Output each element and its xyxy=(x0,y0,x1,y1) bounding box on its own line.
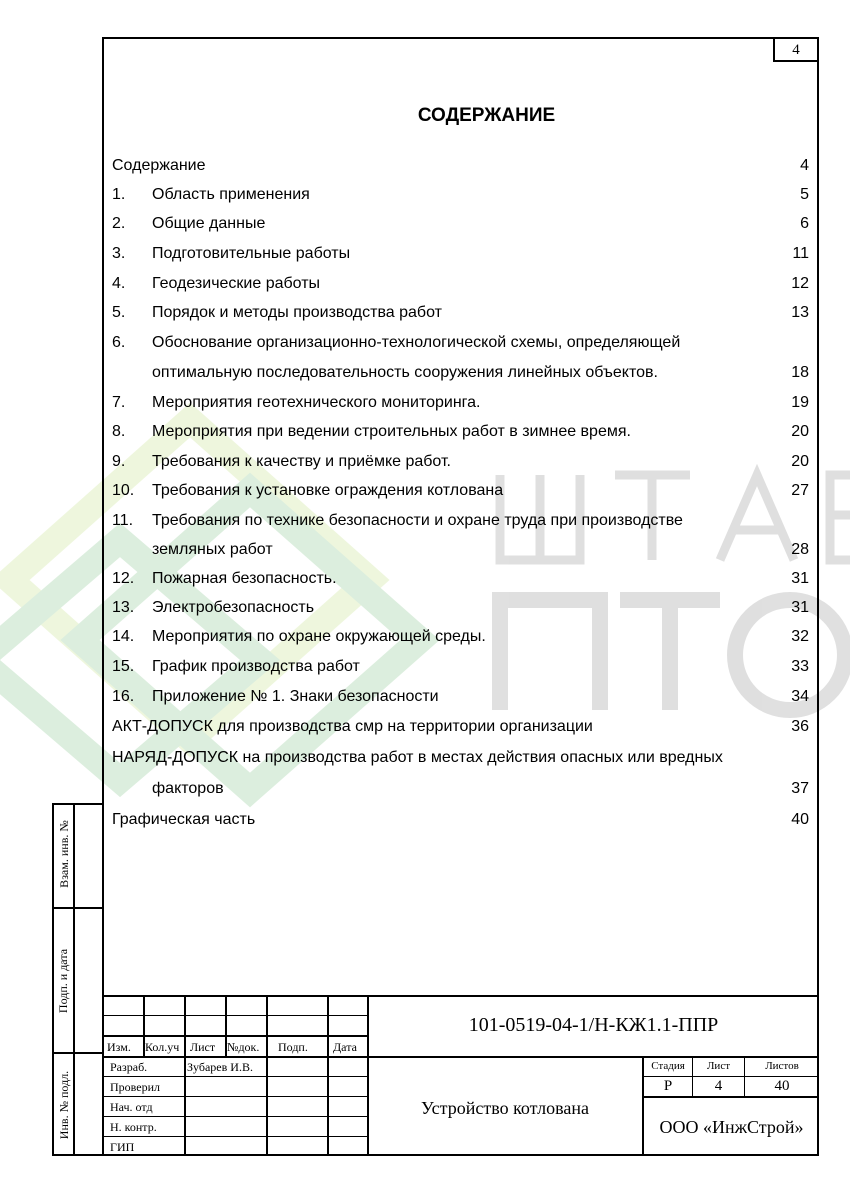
page-number: 4 xyxy=(773,37,819,62)
toc-page: 11 xyxy=(792,245,809,262)
toc-entry[interactable] xyxy=(112,541,809,561)
toc-page: 20 xyxy=(791,453,809,470)
toc-title: НАРЯД-ДОПУСК на производства работ в местах действия опасных или вредных xyxy=(112,749,723,766)
toc-page: 27 xyxy=(791,482,809,499)
toc-page: 36 xyxy=(791,718,809,735)
toc-title: Требования по технике безопасности и охране труда при производстве xyxy=(152,512,683,529)
toc-entry[interactable] xyxy=(112,394,809,414)
role-nach-otd: Нач. отд xyxy=(110,1100,153,1114)
toc-number: 15. xyxy=(112,658,135,675)
toc-entry[interactable] xyxy=(112,364,809,384)
toc-number: 6. xyxy=(112,334,126,351)
toc-page: 40 xyxy=(791,811,809,828)
toc-title: Подготовительные работы xyxy=(152,245,351,262)
toc-title: Порядок и методы производства работ xyxy=(152,304,442,321)
toc-page: 19 xyxy=(791,394,809,411)
toc-entry[interactable] xyxy=(112,780,809,800)
toc-entry[interactable] xyxy=(112,628,809,648)
toc-entry[interactable] xyxy=(112,304,809,324)
toc-title: факторов xyxy=(152,780,224,797)
toc-page: 33 xyxy=(791,658,809,675)
toc-entry[interactable] xyxy=(112,512,809,532)
toc-number: 12. xyxy=(112,570,135,587)
toc-page: 31 xyxy=(791,570,809,587)
role-gip: ГИП xyxy=(110,1140,135,1154)
toc-number: 11. xyxy=(112,512,134,529)
document-code: 101-0519-04-1/Н-КЖ1.1-ППР xyxy=(468,1014,719,1036)
toc-title: График производства работ xyxy=(152,658,360,675)
toc-entry[interactable] xyxy=(112,453,809,473)
role-razrab: Разраб. xyxy=(110,1060,148,1074)
toc-page: 34 xyxy=(791,688,809,705)
toc-number: 8. xyxy=(112,423,126,440)
toc-page: 4 xyxy=(800,157,809,174)
toc-title: Требования к установке ограждения котлована xyxy=(152,482,504,499)
toc-page: 28 xyxy=(791,541,809,558)
toc-title: Пожарная безопасность. xyxy=(152,570,337,587)
toc-page: 5 xyxy=(800,186,809,203)
toc-entry[interactable] xyxy=(112,482,809,502)
toc-entry[interactable] xyxy=(112,688,809,708)
toc-entry[interactable] xyxy=(112,718,809,738)
toc-entry[interactable] xyxy=(112,245,809,265)
toc-page: 31 xyxy=(791,599,809,616)
toc-number: 3. xyxy=(112,245,126,262)
sheets-label: Листов xyxy=(765,1060,799,1072)
toc-title: Графическая часть xyxy=(112,811,256,828)
toc-page: 13 xyxy=(791,304,809,321)
toc-entry[interactable] xyxy=(112,423,809,443)
header-ndok: №док. xyxy=(227,1040,260,1054)
toc-number: 14. xyxy=(112,628,135,645)
toc-entry[interactable] xyxy=(112,215,809,235)
toc-entry[interactable] xyxy=(112,570,809,590)
toc-page: 20 xyxy=(791,423,809,440)
toc-title: Приложение № 1. Знаки безопасности xyxy=(152,688,439,705)
toc-entry[interactable] xyxy=(112,811,809,831)
side-podp-label: Подп. и дата xyxy=(56,948,70,1014)
toc-number: 13. xyxy=(112,599,135,616)
role-proveril: Проверил xyxy=(110,1080,160,1094)
toc-title: АКТ-ДОПУСК для производства смр на территории организации xyxy=(112,718,593,735)
toc-title: Мероприятия при ведении строительных работ в зимнее время. xyxy=(152,423,631,440)
toc-title: Мероприятия по охране окружающей среды. xyxy=(152,628,486,645)
toc-title: Общие данные xyxy=(152,215,266,232)
side-vzam-label: Взам. инв. № xyxy=(57,820,71,888)
sheet-value: 4 xyxy=(714,1078,723,1094)
toc-title: Мероприятия геотехнического мониторинга. xyxy=(152,394,481,411)
role-n-kontr: Н. контр. xyxy=(110,1120,157,1134)
header-podp: Подп. xyxy=(278,1040,308,1054)
stage-value: Р xyxy=(663,1078,673,1094)
toc-page: 6 xyxy=(800,215,809,232)
header-list: Лист xyxy=(190,1040,216,1054)
organization: ООО «ИнжСтрой» xyxy=(659,1117,804,1137)
header-izm: Изм. xyxy=(107,1040,131,1054)
header-data: Дата xyxy=(333,1040,357,1054)
toc-title: Требования к качеству и приёмке работ. xyxy=(152,453,451,470)
toc-number: 2. xyxy=(112,215,126,232)
toc-number: 9. xyxy=(112,453,126,470)
toc-page: 12 xyxy=(791,275,809,292)
toc-entry[interactable] xyxy=(112,186,809,206)
toc-title: Обоснование организационно-технологической схемы, определяющей xyxy=(152,334,681,351)
toc-page: 37 xyxy=(791,780,809,797)
toc-entry[interactable] xyxy=(112,749,809,769)
toc-entry[interactable] xyxy=(112,157,809,177)
toc-title: Электробезопасность xyxy=(152,599,315,616)
toc-title: оптимальную последовательность сооружения линейных объектов. xyxy=(152,364,658,381)
page-title: СОДЕРЖАНИЕ xyxy=(417,105,556,126)
document-title: Устройство котлована xyxy=(421,1098,589,1118)
toc-number: 4. xyxy=(112,275,126,292)
side-inv-label: Инв. № подл. xyxy=(57,1070,71,1140)
toc-title: Геодезические работы xyxy=(152,275,321,292)
toc-title: Область применения xyxy=(152,186,310,203)
toc-entry[interactable] xyxy=(112,658,809,678)
sheets-value: 40 xyxy=(774,1078,790,1094)
toc-number: 7. xyxy=(112,394,126,411)
toc-number: 1. xyxy=(112,186,126,203)
toc-title: земляных работ xyxy=(152,541,273,558)
toc-entry[interactable] xyxy=(112,334,809,354)
sheet-label: Лист xyxy=(706,1060,731,1072)
toc-page: 18 xyxy=(791,364,809,381)
header-kol: Кол.уч xyxy=(145,1040,180,1054)
toc-number: 10. xyxy=(112,482,135,499)
toc-number: 16. xyxy=(112,688,135,705)
toc-number: 5. xyxy=(112,304,126,321)
toc-entry[interactable] xyxy=(112,275,809,295)
toc-entry[interactable] xyxy=(112,599,809,619)
stage-label: Стадия xyxy=(651,1060,685,1072)
toc-page: 32 xyxy=(791,628,809,645)
toc-title: Содержание xyxy=(112,157,206,174)
developer-name: Зубарев И.В. xyxy=(187,1060,253,1074)
